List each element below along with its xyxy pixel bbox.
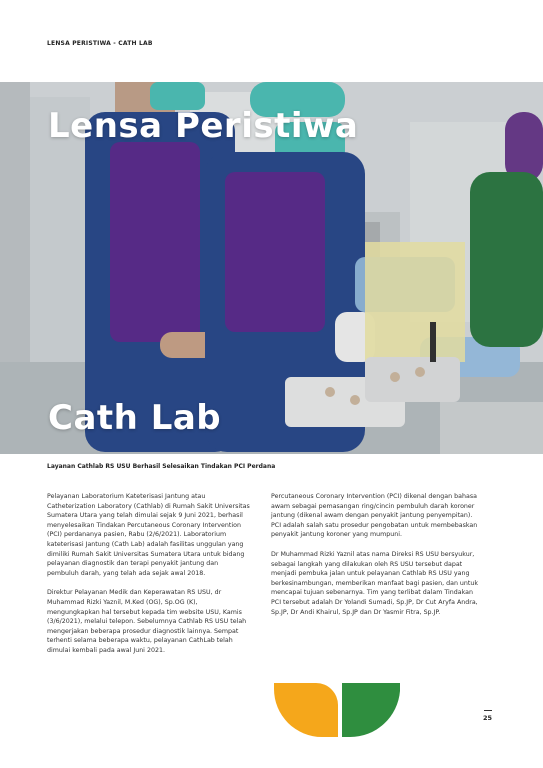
left-column <box>47 492 250 666</box>
hero-title-bottom: Cath Lab <box>48 398 222 438</box>
paragraph: Pelayanan Laboratorium Kateterisasi Jantung atau Catheterization Laboratory (Cathlab) di Rumah Sakit Universitas Sumatera Utara yang telah dimulai sejak 9 Juni 2021, berhasil menyelesaikan Tindakan Percutaneous Coronary Intervention (PCI) perdananya pasien, Rabu (2/6/2021). Laboratorium kateterisasi Jantung (Cath Lab) adalah fasilitas unggulan yang dimiliki Rumah Sakit Universitas Sumatera Utara untuk bidang pelayanan diagnostik dan terapi penyakit jantung dan pembuluh darah, yang telah ada sejak awal 2018. <box>47 493 250 577</box>
hero-photo <box>0 82 543 454</box>
paragraph: Direktur Pelayanan Medik dan Keperawatan RS USU, dr Muhammad Rizki Yaznil, M.Ked (OG), Sp.OG (K), mengungkapkan hal tersebut kepada tim website USU, Kamis (3/6/2021), melalui telepon. Sebelumnya Cathlab RS USU telah mengerjakan beberapa prosedur diagnostik lainnya. Sempat terhenti selama beberapa waktu, pelayanan CathLab telah dimulai kembali pada awal Juni 2021. <box>47 589 247 654</box>
right-column <box>271 492 483 627</box>
hero-title-top: Lensa Peristiwa <box>48 106 359 146</box>
running-head: LENSA PERISTIWA - CATH LAB <box>47 40 153 47</box>
rs-usu-logo-graphic <box>272 679 402 741</box>
page-number-rule <box>484 710 492 711</box>
paragraph: Percutaneous Coronary Intervention (PCI) dikenal dengan bahasa awam sebagai pemasangan ring/cincin pembuluh darah koroner jantung (dikenal awam dengan penyakit jantung penyempitan). PCI adalah salah satu prosedur pengobatan untuk membebaskan penyakit jantung koroner yang mumpuni. <box>271 493 478 539</box>
paragraph: Dr Muhammad Rizki Yaznil atas nama Direksi RS USU bersyukur, sebagai langkah yang dilakukan oleh RS USU tersebut dapat menjadi pembuka jalan untuk pelayanan Cathlab RS USU yang berkesinambungan, memberikan manfaat bagi pasien, dan untuk mencapai tujuan sebenarnya. Tim yang terlibat dalam Tindakan PCI tersebut adalah Dr Yolandi Sumadi, Sp.JP, Dr Cut Aryfa Andra, Sp.JP, Dr Andi Khairul, Sp.JP dan Dr Yasmir Fitra, Sp.JP. <box>271 550 479 616</box>
article-subtitle: Layanan Cathlab RS USU Berhasil Selesaikan Tindakan PCI Perdana <box>47 463 276 470</box>
page-number: 25 <box>483 714 493 722</box>
